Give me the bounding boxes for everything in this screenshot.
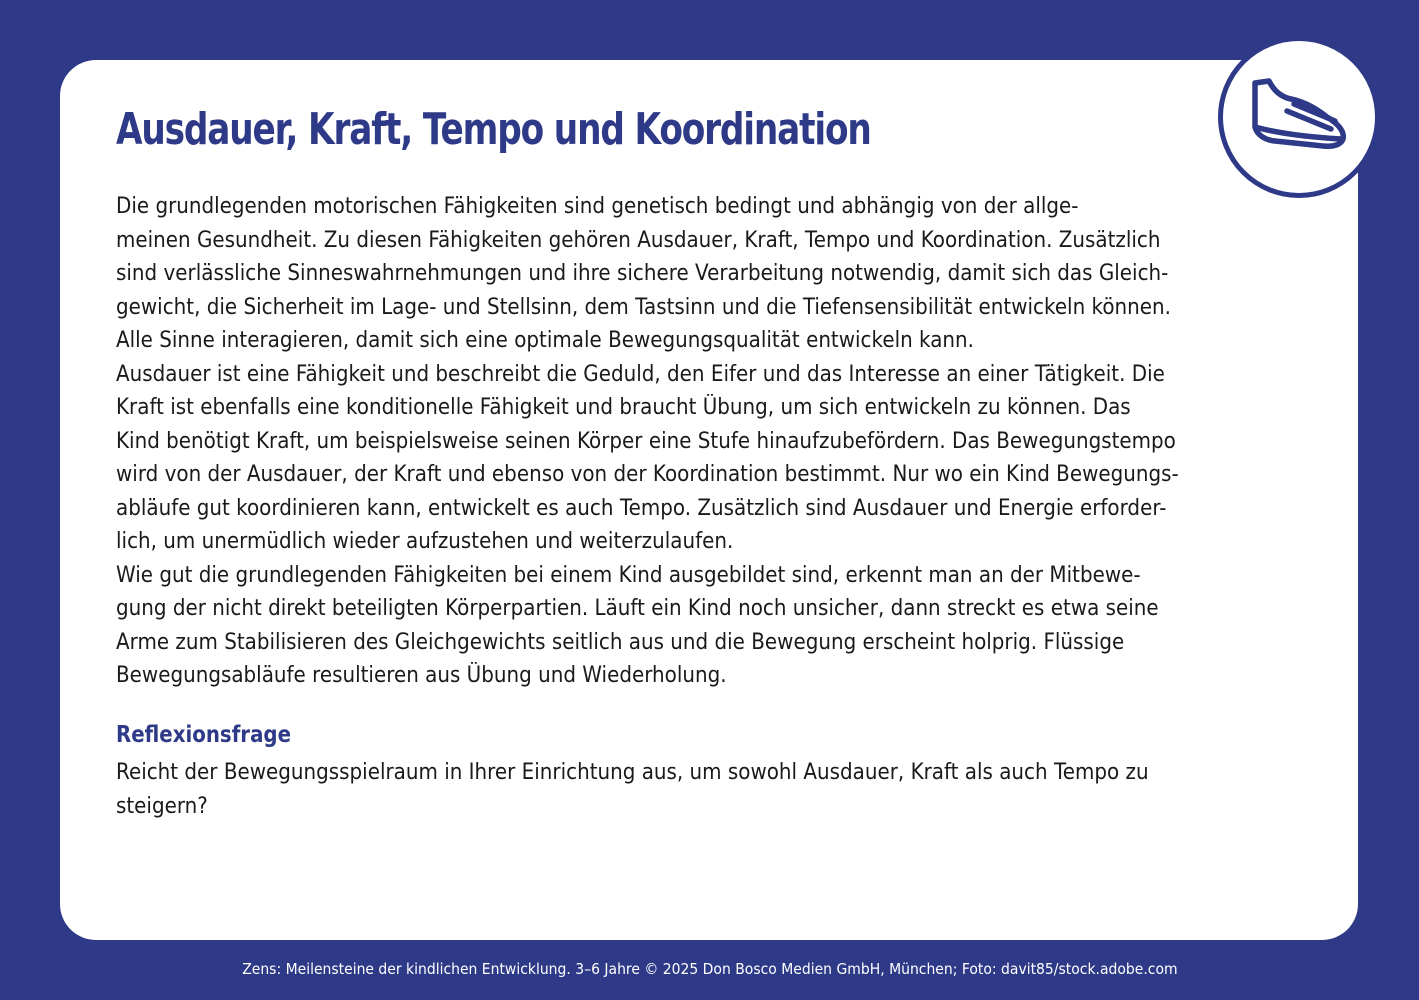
body-line: Die grundlegenden motorischen Fähigkeiten sind genetisch bedingt und abhängig von der allge-	[116, 194, 1079, 219]
icon-badge	[1218, 36, 1380, 198]
sneaker-icon	[1247, 75, 1351, 159]
body-line: gewicht, die Sicherheit im Lage- und Stellsinn, dem Tastsinn und die Tiefensensibilität entwickeln können.	[116, 294, 1171, 320]
body-line: abläufe gut koordinieren kann, entwickelt es auch Tempo. Zusätzlich sind Ausdauer und Energie erforder-	[116, 495, 1167, 521]
question-line: steigern?	[116, 793, 208, 819]
body-line: gung der nicht direkt beteiligten Körperpartien. Läuft ein Kind noch unsicher, dann streckt es etwa seine	[116, 596, 1159, 621]
body-line: Kraft ist ebenfalls eine konditionelle Fähigkeit und braucht Übung, um sich entwickeln zu können. Das	[116, 395, 1131, 420]
body-line: Alle Sinne interagieren, damit sich eine optimale Bewegungsqualität entwickeln kann.	[116, 328, 974, 353]
body-line: Kind benötigt Kraft, um beispielsweise seinen Körper eine Stufe hinaufzubefördern. Das Bewegungstempo	[116, 428, 1176, 454]
body-line: Wie gut die grundlegenden Fähigkeiten bei einem Kind ausgebildet sind, erkennt man an der Mitbewe-	[116, 562, 1141, 588]
card-title: Ausdauer, Kraft, Tempo und Koordination	[116, 104, 871, 155]
body-line: sind verlässliche Sinneswahrnehmungen und ihre sichere Verarbeitung notwendig, damit sich das Gleich-	[116, 261, 1169, 286]
footer-credit-text: Zens: Meilensteine der kindlichen Entwicklung. 3–6 Jahre © 2025 Don Bosco Medien GmbH, München; Foto: davit85/stock.adobe.com	[241, 960, 1178, 978]
footer-credit	[0, 958, 1419, 980]
body-text	[116, 190, 1316, 693]
reflection-heading: Reflexionsfrage	[116, 722, 291, 748]
body-line: Arme zum Stabilisieren des Gleichgewichts seitlich aus und die Bewegung erscheint holprig. Flüssige	[116, 629, 1125, 655]
question-line: Reicht der Bewegungsspielraum in Ihrer Einrichtung aus, um sowohl Ausdauer, Kraft als auch Tempo zu	[116, 760, 1149, 785]
body-line: lich, um unermüdlich wieder aufzustehen und weiterzulaufen.	[116, 529, 734, 554]
body-line: Bewegungsabläufe resultieren aus Übung und Wiederholung.	[116, 663, 727, 688]
reflection-question	[116, 756, 1316, 823]
body-line: wird von der Ausdauer, der Kraft und ebenso von der Koordination bestimmt. Nur wo ein Kind Bewegungs-	[116, 462, 1179, 487]
body-line: Ausdauer ist eine Fähigkeit und beschreibt die Geduld, den Eifer und das Interesse an einer Tätigkeit. Die	[116, 361, 1165, 387]
body-line: meinen Gesundheit. Zu diesen Fähigkeiten gehören Ausdauer, Kraft, Tempo und Koordination. Zusätzlich	[116, 227, 1161, 253]
